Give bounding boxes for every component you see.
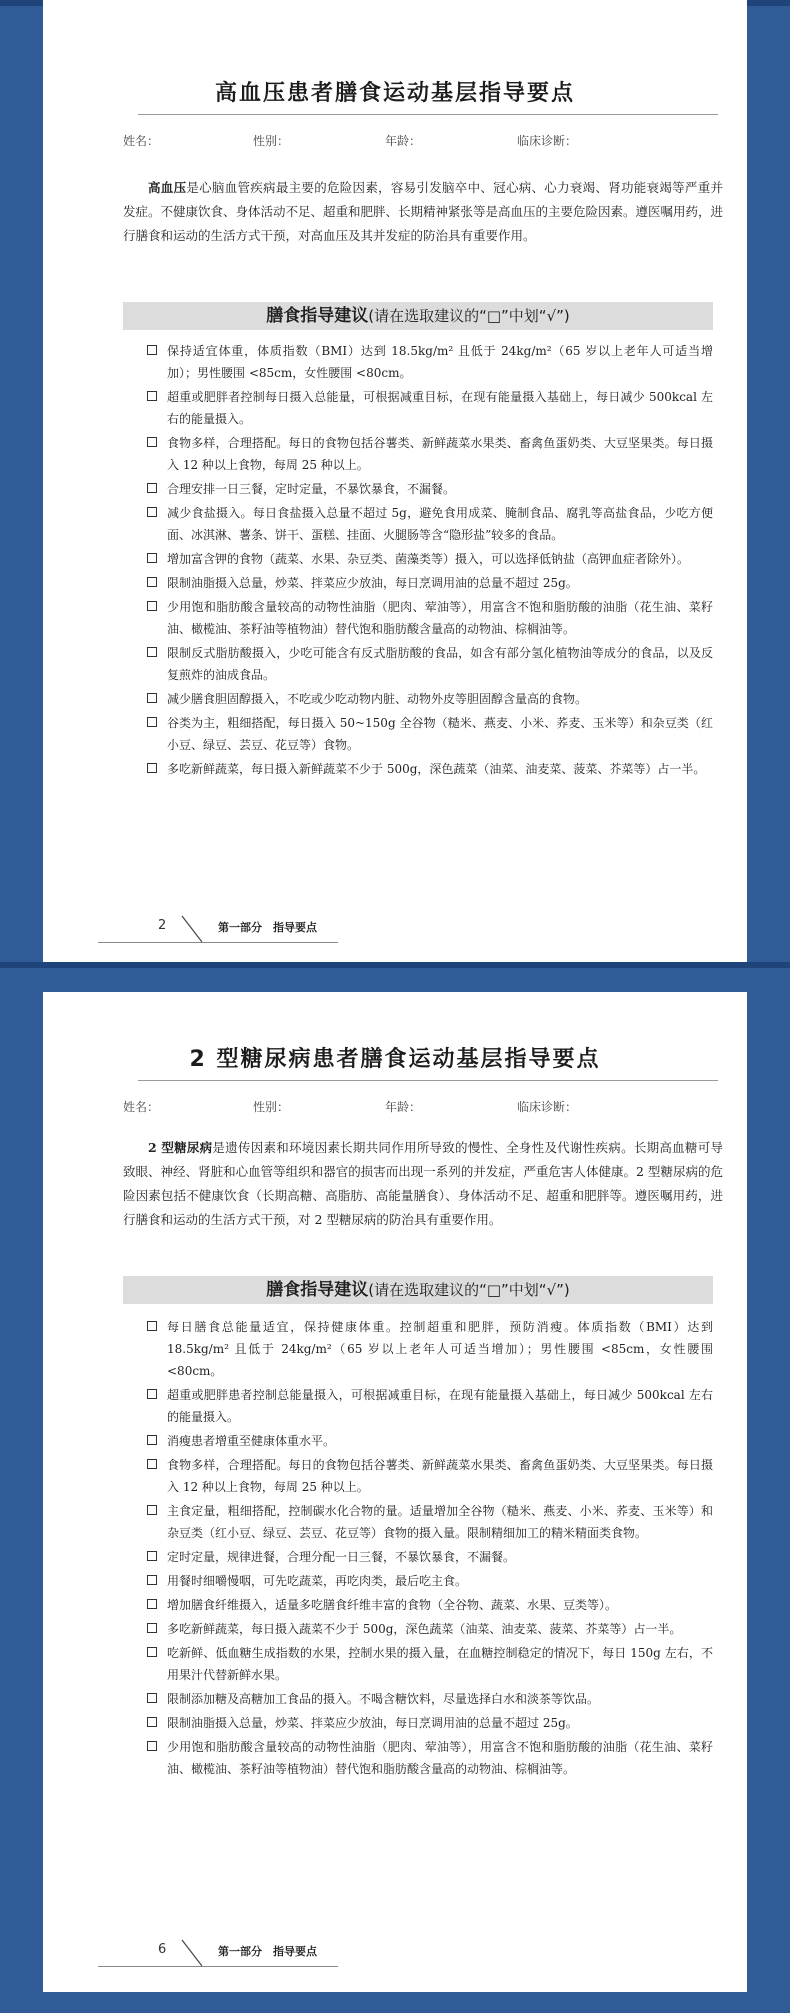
checklist-item-text: 少用饱和脂肪酸含量较高的动物性油脂（肥肉、荤油等），用富含不饱和脂肪酸的油脂（花生油、菜籽油、橄榄油、茶籽油等植物油）替代饱和脂肪酸含量高的动物油、棕榈油等。 [167,600,713,636]
intro-keyword: 高血压 [148,180,187,195]
intro-paragraph [123,176,723,248]
checkbox[interactable] [147,1389,157,1399]
checklist-item [147,548,713,570]
footer-slash-decoration [178,914,206,944]
checklist-item [147,572,713,594]
checklist-item [147,432,713,476]
checklist-item [147,386,713,430]
checklist-item-text: 用餐时细嚼慢咽，可先吃蔬菜，再吃肉类，最后吃主食。 [167,1574,468,1588]
checklist-item-text: 限制添加糖及高糖加工食品的摄入。不喝含糖饮料，尽量选择白水和淡茶等饮品。 [167,1692,600,1706]
checklist-item [147,1570,713,1592]
checklist-item-text: 减少食盐摄入。每日食盐摄入总量不超过 5g，避免食用成菜、腌制食品、腐乳等高盐食品，少吃方便面、冰淇淋、薯条、饼干、蛋糕、挂面、火腿肠等含“隐形盐”较多的食品。 [167,506,713,542]
gender-label: 性别： [253,1100,290,1114]
checklist-item-text: 少用饱和脂肪酸含量较高的动物性油脂（肥肉、荤油等），用富含不饱和脂肪酸的油脂（花生油、菜籽油、橄榄油、茶籽油等植物油）替代饱和脂肪酸含量高的动物油、棕榈油等。 [167,1740,713,1776]
checkbox[interactable] [147,577,157,587]
section-title: 膳食指导建议 [266,306,369,326]
section-header [123,302,713,330]
checkbox[interactable] [147,693,157,703]
checklist-item [147,1316,713,1382]
checkbox[interactable] [147,345,157,355]
checklist-item [147,1712,713,1734]
checklist-item-text: 主食定量，粗细搭配，控制碳水化合物的量。适量增加全谷物（糙米、燕麦、小米、荞麦、玉米等）和杂豆类（红小豆、绿豆、芸豆、花豆等）食物的摄入量。限制精细加工的精米精面类食物。 [167,1504,713,1540]
section-header [123,1276,713,1304]
page-number: 2 [158,918,167,933]
checklist-item [147,1736,713,1780]
part-label: 第一部分 指导要点 [218,921,317,934]
checklist-item-text: 减少膳食胆固醇摄入，不吃或少吃动物内脏、动物外皮等胆固醇含量高的食物。 [167,692,588,706]
checkbox[interactable] [147,483,157,493]
checklist-item-text: 谷类为主，粗细搭配，每日摄入 50~150g 全谷物（糙米、燕麦、小米、荞麦、玉米等）和杂豆类（红小豆、绿豆、芸豆、花豆等）食物。 [167,716,713,752]
advice-checklist [147,340,713,782]
page-title: 高血压患者膳食运动基层指导要点 [214,81,575,106]
checkbox[interactable] [147,647,157,657]
checkbox[interactable] [147,1551,157,1561]
checklist-item [147,478,713,500]
checklist-item-text: 吃新鲜、低血糖生成指数的水果，控制水果的摄入量，在血糖控制稳定的情况下，每日 150g 左右，不用果汁代替新鲜水果。 [167,1646,713,1682]
checklist-item [147,688,713,710]
checklist-item [147,1618,713,1640]
checkbox[interactable] [147,1435,157,1445]
checkbox[interactable] [147,1321,157,1331]
part-label: 第一部分 指导要点 [218,1945,317,1958]
checkbox[interactable] [147,1647,157,1657]
section-instruction: (请在选取建议的“□”中划“√”) [368,1281,570,1299]
checkbox[interactable] [147,1741,157,1751]
checklist-item [147,758,713,780]
advice-checklist [147,1316,713,1782]
checklist-item-text: 增加膳食纤维摄入，适量多吃膳食纤维丰富的食物（全谷物、蔬菜、水果、豆类等）。 [167,1598,618,1612]
checkbox[interactable] [147,553,157,563]
age-label: 年龄： [385,1100,422,1114]
checklist-item-text: 合理安排一日三餐，定时定量，不暴饮暴食，不漏餐。 [167,482,456,496]
intro-text: 是心脑血管疾病最主要的危险因素，容易引发脑卒中、冠心病、心力衰竭、肾功能衰竭等严重并发症。不健康饮食、身体活动不足、超重和肥胖、长期精神紧张等是高血压的主要危险因素。遵医嘱用药，进行膳食和运动的生活方式干预，对高血压及其并发症的防治具有重要作用。 [123,180,724,243]
checklist-item-text: 定时定量，规律进餐，合理分配一日三餐，不暴饮暴食，不漏餐。 [167,1550,516,1564]
name-label: 姓名： [123,134,160,148]
checkbox[interactable] [147,1459,157,1469]
footer-rule [98,942,338,943]
footer-rule [98,1966,338,1967]
checklist-item [147,1454,713,1498]
footer-slash-decoration [178,1938,206,1968]
checkbox[interactable] [147,1693,157,1703]
page-gap-edge [0,962,790,968]
checklist-item [147,340,713,384]
checklist-item-text: 多吃新鲜蔬菜，每日摄入蔬菜不少于 500g，深色蔬菜（油菜、油麦菜、菠菜、芥菜等）占一半。 [167,1622,682,1636]
checklist-item [147,712,713,756]
gender-label: 性别： [253,134,290,148]
title-divider [138,1080,718,1081]
checkbox[interactable] [147,763,157,773]
checklist-item [147,596,713,640]
title-divider [138,114,718,115]
checklist-item-text: 多吃新鲜蔬菜，每日摄入新鲜蔬菜不少于 500g，深色蔬菜（油菜、油麦菜、菠菜、芥菜等）占一半。 [167,762,706,776]
intro-keyword: 2 型糖尿病 [148,1140,213,1155]
checklist-item-text: 限制油脂摄入总量，炒菜、拌菜应少放油，每日烹调用油的总量不超过 25g。 [167,576,578,590]
section-title: 膳食指导建议 [266,1280,369,1300]
checklist-item-text: 限制反式脂肪酸摄入，少吃可能含有反式脂肪酸的食品，如含有部分氢化植物油等成分的食品，以及反复煎炸的油成食品。 [167,646,713,682]
checklist-item [147,1546,713,1568]
checklist-item-text: 食物多样，合理搭配。每日的食物包括谷薯类、新鲜蔬菜水果类、畜禽鱼蛋奶类、大豆坚果类。每日摄入 12 种以上食物，每周 25 种以上。 [167,436,713,472]
checklist-item [147,502,713,546]
page-footer [98,1938,338,1968]
checkbox[interactable] [147,1717,157,1727]
checkbox[interactable] [147,1575,157,1585]
checkbox[interactable] [147,507,157,517]
checklist-item [147,1594,713,1616]
checklist-item-text: 限制油脂摄入总量，炒菜、拌菜应少放油，每日烹调用油的总量不超过 25g。 [167,1716,578,1730]
checkbox[interactable] [147,1623,157,1633]
checklist-item-text: 每日膳食总能量适宜，保持健康体重。控制超重和肥胖，预防消瘦。体质指数（BMI）达到 18.5kg/m² 且低于 24kg/m²（65 岁以上老年人可适当增加）；男性腰围 <85cm，女性腰围 <80cm。 [167,1320,713,1378]
diagnosis-label: 临床诊断： [517,134,578,148]
diagnosis-label: 临床诊断： [517,1100,578,1114]
intro-text: 是遗传因素和环境因素长期共同作用所导致的慢性、全身性及代谢性疾病。长期高血糖可导致眼、神经、肾脏和心血管等组织和器官的损害而出现一系列的并发症，严重危害人体健康。2 型糖尿病的危险因素包括不健康饮食（长期高糖、高脂肪、高能量膳食）、身体活动不足、超重和肥胖等。遵医嘱用药，进行膳食和运动的生活方式干预，对 2 型糖尿病的防治具有重要作用。 [123,1140,723,1227]
document-page-2 [43,992,747,1992]
section-instruction: (请在选取建议的“□”中划“√”) [368,307,570,325]
page-title: 2 型糖尿病患者膳食运动基层指导要点 [189,1047,601,1072]
checklist-item-text: 消瘦患者增重至健康体重水平。 [167,1434,336,1448]
checklist-item-text: 超重或肥胖者控制每日摄入总能量，可根据减重目标，在现有能量摄入基础上，每日减少 500kcal 左右的能量摄入。 [167,390,713,426]
checkbox[interactable] [147,1505,157,1515]
page-number: 6 [158,1942,167,1957]
checkbox[interactable] [147,1599,157,1609]
intro-paragraph [123,1136,723,1232]
checkbox[interactable] [147,717,157,727]
checklist-item-text: 增加富含钾的食物（蔬菜、水果、杂豆类、菌藻类等）摄入，可以选择低钠盐（高钾血症者除外）。 [167,552,690,566]
checklist-item [147,1642,713,1686]
checklist-item [147,1500,713,1544]
checklist-item [147,1430,713,1452]
checklist-item [147,1688,713,1710]
name-label: 姓名： [123,1100,160,1114]
checkbox[interactable] [147,601,157,611]
checklist-item [147,642,713,686]
document-page-1 [43,0,747,962]
age-label: 年龄： [385,134,422,148]
checklist-item-text: 食物多样，合理搭配。每日的食物包括谷薯类、新鲜蔬菜水果类、畜禽鱼蛋奶类、大豆坚果类。每日摄入 12 种以上食物，每周 25 种以上。 [167,1458,713,1494]
checklist-item-text: 保持适宜体重，体质指数（BMI）达到 18.5kg/m² 且低于 24kg/m²（65 岁以上老年人可适当增加）；男性腰围 <85cm，女性腰围 <80cm。 [167,344,713,380]
checklist-item-text: 超重或肥胖患者控制总能量摄入，可根据减重目标，在现有能量摄入基础上，每日减少 500kcal 左右的能量摄入。 [167,1388,713,1424]
checklist-item [147,1384,713,1428]
checkbox[interactable] [147,437,157,447]
page-footer [98,914,338,944]
checkbox[interactable] [147,391,157,401]
